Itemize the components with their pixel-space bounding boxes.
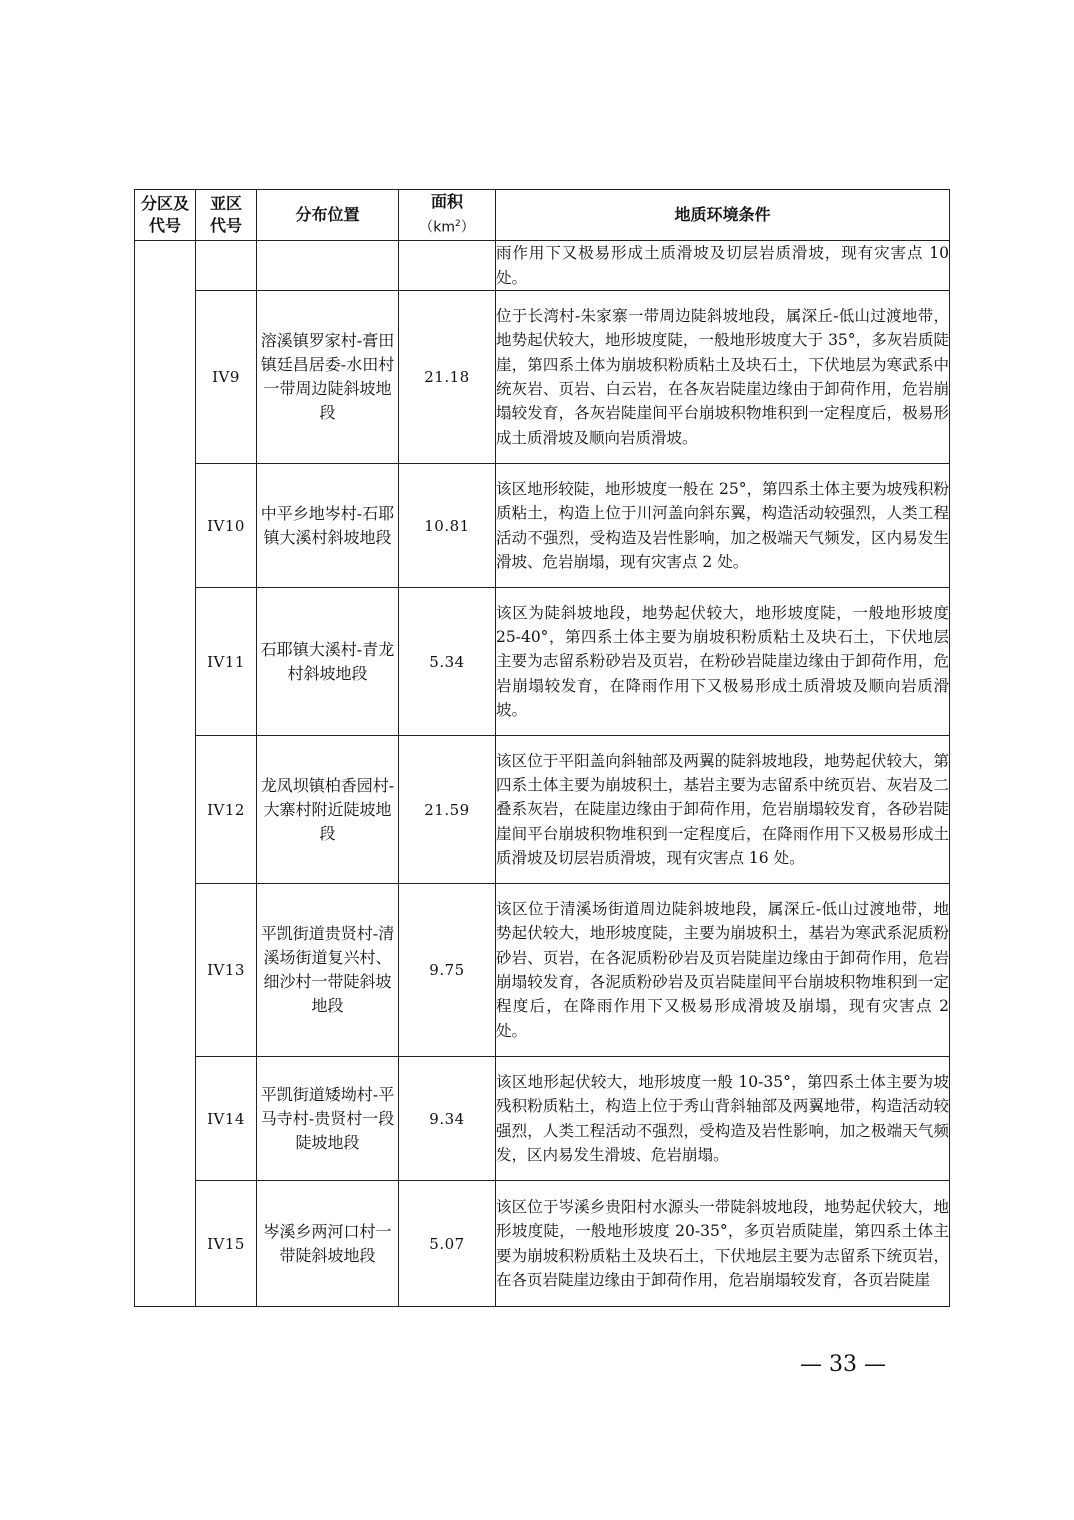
conditions-cell: 该区地形较陡，地形坡度一般在 25°，第四系土体主要为坡残积粉质粘土，构造上位于川河盖向斜东翼，构造活动较强烈，人类工程活动不强烈，受构造及岩性影响，加之极端天气频发，区内易发生滑坡、危岩崩塌，现有灾害点 2 处。 (496, 464, 950, 588)
subzone-code: IV13 (196, 884, 257, 1057)
table-row (135, 1057, 950, 1181)
table-row (135, 884, 950, 1057)
table-row (135, 464, 950, 588)
header-location: 分布位置 (257, 190, 399, 241)
table-row (135, 736, 950, 884)
location-cell: 平凯街道贵贤村-清溪场街道复兴村、细沙村一带陡斜坡地段 (257, 884, 399, 1057)
area-cell: 21.18 (399, 291, 496, 464)
location-cell: 平凯街道矮坳村-平马寺村-贵贤村一段陡坡地段 (257, 1057, 399, 1181)
conditions-cell: 该区为陡斜坡地段，地势起伏较大，地形坡度陡，一般地形坡度 25-40°，第四系土体主要为崩坡积粉质粘土及块石土，下伏地层主要为志留系粉砂岩及页岩，在粉砂岩陡崖边缘由于卸荷作用，危岩崩塌较发育，在降雨作用下又极易形成土质滑坡及顺向岩质滑坡。 (496, 588, 950, 736)
subzone-code: IV10 (196, 464, 257, 588)
subzone-code: IV9 (196, 291, 257, 464)
table-header-row (135, 190, 950, 241)
location-cell: 龙凤坝镇柏香园村-大寨村附近陡坡地段 (257, 736, 399, 884)
conditions-cell: 该区位于清溪场街道周边陡斜坡地段，属深丘-低山过渡地带，地势起伏较大，地形坡度陡，主要为崩坡积土，基岩为寒武系泥质粉砂岩、页岩，在各泥质粉砂岩及页岩陡崖边缘由于卸荷作用，危岩崩塌较发育，各泥质粉砂岩及页岩陡崖间平台崩坡积物堆积到一定程度后，在降雨作用下又极易形成滑坡及崩塌，现有灾害点 2 处。 (496, 884, 950, 1057)
conditions-cell: 该区地形起伏较大，地形坡度一般 10-35°，第四系土体主要为坡残积粉质粘土，构造上位于秀山背斜轴部及两翼地带，构造活动较强烈，人类工程活动不强烈，受构造及岩性影响，加之极端天气频发，区内易发生滑坡、危岩崩塌。 (496, 1057, 950, 1181)
conditions-cell: 该区位于岑溪乡贵阳村水源头一带陡斜坡地段，地势起伏较大，地形坡度陡，一般地形坡度 20-35°，多页岩质陡崖，第四系土体主要为崩坡积粉质粘土及块石土，下伏地层主要为志留系下统页岩，在各页岩陡崖边缘由于卸荷作用，危岩崩塌较发育，各页岩陡崖 (496, 1181, 950, 1307)
location-cell: 岑溪乡两河口村一带陡斜坡地段 (257, 1181, 399, 1307)
area-cell (399, 241, 496, 291)
area-cell: 9.75 (399, 884, 496, 1057)
subzone-code: IV11 (196, 588, 257, 736)
table-row (135, 1181, 950, 1307)
area-cell: 10.81 (399, 464, 496, 588)
table-row (135, 588, 950, 736)
area-cell: 21.59 (399, 736, 496, 884)
area-cell: 9.34 (399, 1057, 496, 1181)
conditions-cell: 该区位于平阳盖向斜轴部及两翼的陡斜坡地段，地势起伏较大，第四系土体主要为崩坡积土，基岩主要为志留系中统页岩、灰岩及二叠系灰岩，在陡崖边缘由于卸荷作用，危岩崩塌较发育，各砂岩陡崖间平台崩坡积物堆积到一定程度后，在降雨作用下又极易形成土质滑坡及切层岩质滑坡，现有灾害点 16 处。 (496, 736, 950, 884)
location-cell: 石耶镇大溪村-青龙村斜坡地段 (257, 588, 399, 736)
geology-zone-table (134, 189, 950, 1307)
area-cell: 5.07 (399, 1181, 496, 1307)
location-cell: 溶溪镇罗家村-膏田镇廷昌居委-水田村一带周边陡斜坡地段 (257, 291, 399, 464)
header-zone-code: 分区及 代号 (135, 190, 196, 241)
subzone-code (196, 241, 257, 291)
subzone-code: IV15 (196, 1181, 257, 1307)
location-cell (257, 241, 399, 291)
zone-code-cell (135, 241, 196, 1307)
subzone-code: IV12 (196, 736, 257, 884)
table-row (135, 291, 950, 464)
location-cell: 中平乡地岑村-石耶镇大溪村斜坡地段 (257, 464, 399, 588)
conditions-cell: 位于长湾村-朱家寨一带周边陡斜坡地段，属深丘-低山过渡地带，地势起伏较大，地形坡度陡，一般地形坡度大于 35°，多灰岩质陡崖，第四系土体为崩坡积粉质粘土及块石土，下伏地层为寒武系中统灰岩、页岩、白云岩，在各灰岩陡崖边缘由于卸荷作用，危岩崩塌较发育，各灰岩陡崖间平台崩坡积物堆积到一定程度后，极易形成土质滑坡及顺向岩质滑坡。 (496, 291, 950, 464)
area-cell: 5.34 (399, 588, 496, 736)
table-row (135, 241, 950, 291)
header-conditions: 地质环境条件 (496, 190, 950, 241)
subzone-code: IV14 (196, 1057, 257, 1181)
page-number: — 33 — (800, 1352, 886, 1377)
header-subzone-code: 亚区 代号 (196, 190, 257, 241)
header-area: 面积 $(km^2)$ (399, 190, 496, 241)
conditions-cell: 雨作用下又极易形成土质滑坡及切层岩质滑坡，现有灾害点 10 处。 (496, 241, 950, 291)
